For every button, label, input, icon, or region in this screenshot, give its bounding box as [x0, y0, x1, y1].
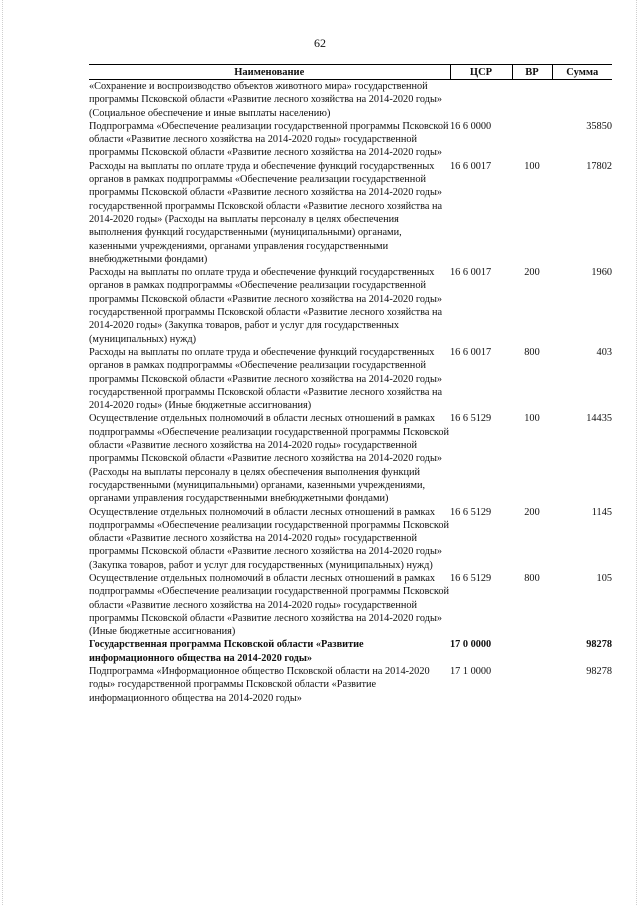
cell-csr: 16 6 5129 [450, 413, 492, 425]
cell-name: Расходы на выплаты по оплате труда и обеспечение функций государственных органов в рамках подпрограммы «Обеспечение реализации государственной программы Псковской области «Развитие лесного хозяйства на 2014-2020 годы» государственной программы Псковской области «Развитие лесного хозяйства на 2014-2020 годы» (Закупка товаров, работ и услуг для государственных (муниципальных) нужд) [89, 267, 443, 345]
cell-sum: 1145 [591, 506, 612, 518]
right-margin-line [636, 0, 637, 905]
cell-vr: 800 [524, 346, 540, 358]
cell-name: Подпрограмма «Обеспечение реализации государственной программы Псковской области «Развитие лесного хозяйства на 2014-2020 годы» государственной программы Псковской области «Развитие лесного хозяйства на 2014-2020 годы» [89, 120, 449, 159]
cell-csr [450, 80, 512, 120]
cell-vr: 200 [524, 267, 540, 279]
cell-name: Осуществление отдельных полномочий в области лесных отношений в рамках подпрограммы «Обеспечение реализации государственной программы Псковской области «Развитие лесного хозяйства на 2014-2020 годы» государственной программы Псковской области «Развитие лесного хозяйства на 2014-2020 годы» (Расходы на выплаты персоналу в целях обеспечения выполнения функций государственными (муниципальными) органами, казенными учреждениями, органами управления государственными внебюджетными фондами) [89, 413, 449, 505]
table-row [89, 572, 612, 638]
table-row [89, 346, 612, 412]
cell-csr: 16 6 5129 [450, 572, 492, 584]
cell-sum [552, 80, 612, 120]
cell-csr: 17 0 0000 [450, 639, 492, 651]
cell-vr: 100 [524, 160, 540, 172]
cell-sum: 17802 [586, 160, 612, 172]
budget-table [89, 64, 612, 705]
cell-csr: 16 6 0017 [450, 346, 492, 358]
cell-name: Осуществление отдельных полномочий в области лесных отношений в рамках подпрограммы «Обеспечение реализации государственной программы Псковской области «Развитие лесного хозяйства на 2014-2020 годы» государственной программы Псковской области «Развитие лесного хозяйства на 2014-2020 годы» (Закупка товаров, работ и услуг для государственных (муниципальных) нужд) [89, 506, 449, 571]
header-csr: ЦСР [450, 65, 512, 80]
cell-sum: 98278 [586, 639, 612, 651]
cell-vr [512, 120, 552, 160]
cell-vr [512, 80, 552, 120]
cell-vr: 100 [524, 413, 540, 425]
table-row [89, 638, 612, 665]
cell-name: Расходы на выплаты по оплате труда и обеспечение функций государственных органов в рамках подпрограммы «Обеспечение реализации государственной программы Псковской области «Развитие лесного хозяйства на 2014-2020 годы» государственной программы Псковской области «Развитие лесного хозяйства на 2014-2020 годы» (Расходы на выплаты персоналу в целях обеспечения выполнения функций государственными (муниципальными) органами, казенными учреждениями, органами управления государственными внебюджетными фондами) [89, 160, 443, 265]
page-number: 62 [314, 36, 326, 50]
cell-csr: 17 1 0000 [450, 666, 492, 678]
cell-sum: 105 [596, 572, 612, 584]
header-sum: Сумма [552, 65, 612, 80]
cell-sum: 98278 [586, 666, 612, 678]
cell-name: Подпрограмма «Информационное общество Псковской области на 2014-2020 годы» государственной программы Псковской области «Развитие информационного общества на 2014-2020 годы» [89, 666, 430, 704]
table-row [89, 160, 612, 266]
cell-name: Осуществление отдельных полномочий в области лесных отношений в рамках подпрограммы «Обеспечение реализации государственной программы Псковской области «Развитие лесного хозяйства на 2014-2020 годы» государственной программы Псковской области «Развитие лесного хозяйства на 2014-2020 годы» (Иные бюджетные ассигнования) [89, 572, 449, 638]
cell-sum: 403 [596, 346, 612, 358]
cell-csr: 16 6 5129 [450, 506, 492, 518]
table-row [89, 665, 612, 705]
cell-csr: 16 6 0017 [450, 160, 492, 172]
table-row [89, 412, 612, 505]
table-row [89, 120, 612, 160]
cell-vr [512, 638, 552, 665]
cell-name: Государственная программа Псковской области «Развитие информационного общества на 2014-2020 годы» [89, 639, 364, 664]
table-row [89, 506, 612, 572]
header-name: Наименование [89, 65, 450, 80]
cell-sum: 1960 [591, 267, 612, 279]
cell-vr: 800 [524, 572, 540, 584]
cell-sum: 35850 [586, 120, 612, 132]
table-header-row [89, 65, 612, 80]
cell-sum: 14435 [586, 413, 612, 425]
cell-name: Расходы на выплаты по оплате труда и обеспечение функций государственных органов в рамках подпрограммы «Обеспечение реализации государственной программы Псковской области «Развитие лесного хозяйства на 2014-2020 годы» государственной программы Псковской области «Развитие лесного хозяйства на 2014-2020 годы» (Иные бюджетные ассигнования) [89, 346, 443, 412]
cell-csr: 16 6 0017 [450, 267, 492, 279]
left-margin-line [2, 0, 3, 905]
cell-csr: 16 6 0000 [450, 120, 492, 132]
cell-name: «Сохранение и воспроизводство объектов животного мира» государственной программы Псковской области «Развитие лесного хозяйства на 2014-2020 годы» (Социальное обеспечение и иные выплаты населению) [89, 81, 443, 119]
table-row [89, 80, 612, 120]
header-vr: ВР [512, 65, 552, 80]
cell-vr: 200 [524, 506, 540, 518]
table-row [89, 266, 612, 346]
cell-vr [512, 665, 552, 705]
